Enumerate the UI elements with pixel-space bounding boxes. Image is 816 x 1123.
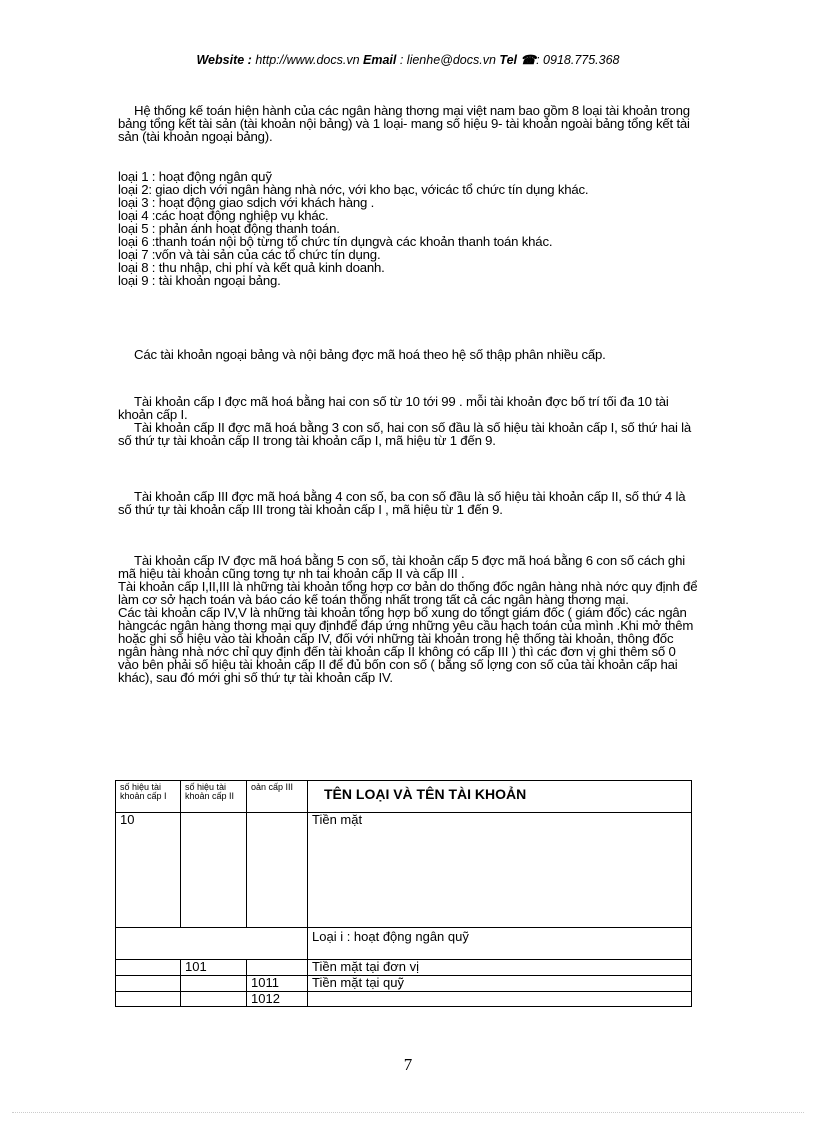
- header-cap1: số hiệu tài khoản cấp I: [116, 781, 181, 813]
- ma-hoa-paragraph: [118, 348, 698, 361]
- cell-name: [308, 992, 692, 1007]
- email-value[interactable]: : lienhe@docs.vn: [399, 53, 496, 67]
- loai-item: loại 1 : hoạt động ngân quỹ: [118, 169, 272, 184]
- ma-hoa-text: Các tài khoản ngoại bảng và nội bảng đợc mã hoá theo hệ số thập phân nhiều cấp.: [134, 347, 606, 362]
- cell-loai-name: Loại i : hoạt động ngân quỹ: [308, 928, 692, 960]
- header-name: TÊN LOẠI VÀ TÊN TÀI KHOẢN: [308, 781, 692, 813]
- intro-paragraph: [118, 104, 698, 143]
- table-loai-row: [116, 928, 692, 960]
- cap-1-2-paragraphs: [118, 395, 698, 447]
- cap-4-paragraphs: [118, 554, 698, 684]
- email-label: Email: [363, 53, 397, 67]
- cap4-text: Tài khoản cấp IV đợc mã hoá bằng 5 con số, tài khoản cấp 5 đợc mã hoá bằng 6 con số cách ghi mã hiệu tài khoản cũng tơng tự nh tai khoản cấp II và cấp III .: [118, 553, 685, 581]
- cell-name: Tiền mặt tại quỹ: [308, 976, 692, 992]
- table-row: [116, 992, 692, 1007]
- cell-cap2: [181, 992, 247, 1007]
- cap2-text: Tài khoản cấp II đợc mã hoá bằng 3 con số, hai con số đầu là số hiệu tài khoản cấp I, số thứ hai là số thứ tự tài khoản cấp II trong tài khoản cấp I, mã hiệu từ 1 đến 9.: [118, 420, 692, 448]
- cell-name: Tiền mặt tại đơn vị: [308, 960, 692, 976]
- cell-name: Tiền mặt: [308, 813, 692, 928]
- loai-list: [118, 170, 698, 287]
- header-cap2: số hiệu tài khoản cấp II: [181, 781, 247, 813]
- cell-cap3: [247, 960, 308, 976]
- tk123-text: Tài khoản cấp I,II,III là những tài khoản tổng hợp cơ bản do thống đốc ngân hàng nhà nớc quy định để làm cơ sở hạch toán và báo cáo kế toán thống nhất trong tất cả các ngân hàng thơng mại.: [118, 579, 698, 607]
- loai-item: loại 7 :vốn và tài sản của các tổ chức tín dụng.: [118, 247, 381, 262]
- cell-cap1: 10: [116, 813, 181, 928]
- tel-value: : 0918.775.368: [536, 53, 620, 67]
- intro-text: Hệ thống kế toán hiện hành của các ngân hàng thơng mại việt nam bao gồm 8 loại tài khoản trong bảng tổng kết tài sản (tài khoản nội bảng) và 1 loại- mang số hiệu 9- tài khoản ngoài bảng tổng kết tài sản (tài khoản ngoại bảng).: [118, 103, 690, 144]
- cell-empty-merged: [116, 928, 308, 960]
- loai-item: loại 8 : thu nhập, chi phí và kết quả kinh doanh.: [118, 260, 385, 275]
- loai-item: loại 5 : phản ánh hoạt động thanh toán.: [118, 221, 340, 236]
- loai-item: loại 3 : hoạt động giao sdịch với khách hàng .: [118, 195, 375, 210]
- cell-cap2: [181, 813, 247, 928]
- cap1-text: Tài khoản cấp I đợc mã hoá bằng hai con số từ 10 tới 99 . mỗi tài khoản đợc bố trí tối đa 10 tài khoản cấp I.: [118, 394, 669, 422]
- cell-cap1: [116, 992, 181, 1007]
- cell-cap2: [181, 976, 247, 992]
- cell-cap1: [116, 960, 181, 976]
- website-url[interactable]: http://www.docs.vn: [255, 53, 360, 67]
- account-table: [115, 780, 692, 1007]
- page-bottom-divider: [12, 1112, 804, 1113]
- loai-item: loại 6 :thanh toán nội bộ từng tổ chức tín dụngvà các khoản thanh toán khác.: [118, 234, 553, 249]
- loai-item: loại 4 :các hoạt động nghiệp vụ khác.: [118, 208, 329, 223]
- table-row: [116, 813, 692, 928]
- page-number: 7: [403, 1055, 413, 1074]
- cell-cap1: [116, 976, 181, 992]
- cell-cap3: 1012: [247, 992, 308, 1007]
- cap-3-paragraph: [118, 490, 698, 516]
- cell-cap3: 1011: [247, 976, 308, 992]
- loai-item: loại 2: giao dịch với ngân hàng nhà nớc, với kho bạc, vớicác tổ chức tín dụng khác.: [118, 182, 589, 197]
- loai-item: loại 9 : tài khoản ngoại bảng.: [118, 273, 281, 288]
- tel-label: Tel: [499, 53, 518, 67]
- page-header: [0, 52, 816, 67]
- tk45-text: Các tài khoản cấp IV,V là những tài khoản tổng hợp bổ xung do tổngt giám đốc ( giám đốc) các ngân hàngcác ngân hàng thơng mại quy địnhđể đáp ứng những yêu cầu hạch toán của mình .Khi mở thêm hoặc ghi số hiệu vào tài khoản cấp IV, đối với những tài khoản trong hệ thống tài khoản, thông đốc ngân hàng nhà nớc chỉ quy định đến tài khoản cấp II không có cấp III ) thì các đơn vị ghi thêm số 0 vào bên phải số hiệu tài khoản cấp II để đủ bốn con số ( bằng số lợng con số của tài khoản cấp hai khác), sau đó mới ghi số thứ tự tài khoản cấp IV.: [118, 605, 694, 685]
- cap3-text: Tài khoản cấp III đợc mã hoá bằng 4 con số, ba con số đầu là số hiệu tài khoản cấp II, số thứ 4 là số thứ tự tài khoản cấp III trong tài khoản cấp I , mã hiệu từ 1 đến 9.: [118, 489, 686, 517]
- cell-cap2: 101: [181, 960, 247, 976]
- table-row: [116, 976, 692, 992]
- phone-icon: ☎: [520, 53, 537, 67]
- table-row: [116, 960, 692, 976]
- table-header-row: [116, 781, 692, 813]
- website-label: Website :: [196, 53, 252, 67]
- header-cap3: oản cấp III: [247, 781, 308, 813]
- cell-cap3: [247, 813, 308, 928]
